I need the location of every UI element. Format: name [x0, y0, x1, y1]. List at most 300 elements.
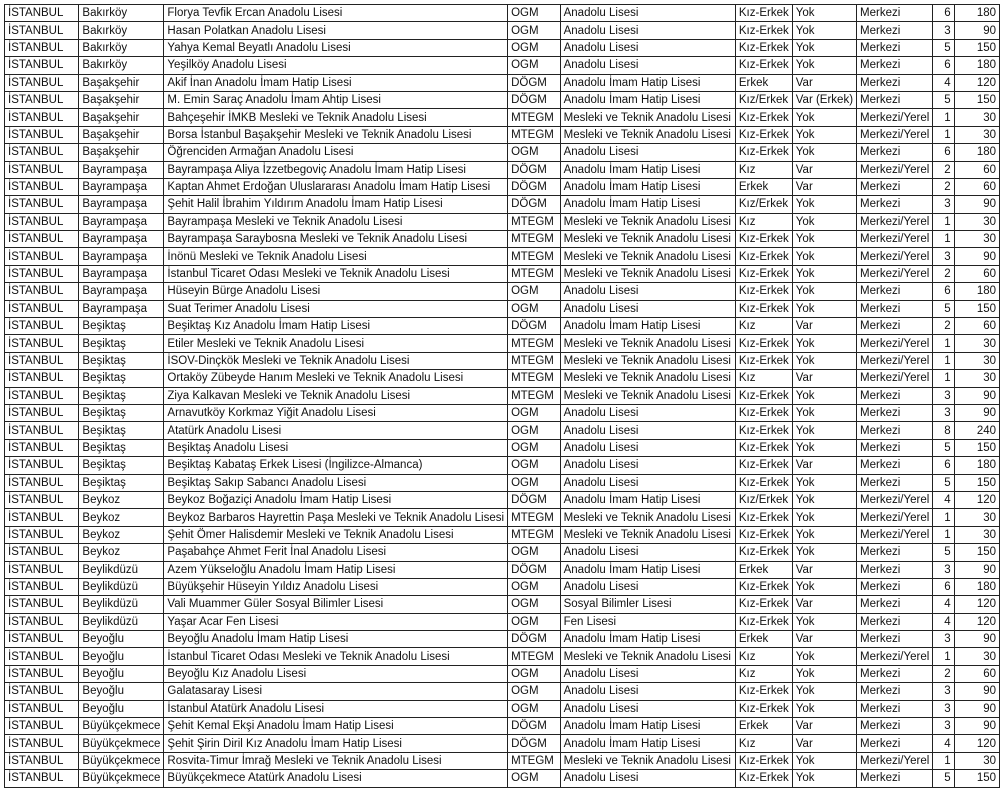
school-name-cell[interactable]: İstanbul Ticaret Odası Mesleki ve Teknik Anadolu Lisesi	[164, 265, 508, 282]
school-name-cell[interactable]: İstanbul Atatürk Anadolu Lisesi	[164, 700, 508, 717]
gender-cell[interactable]: Kız-Erkek	[735, 752, 792, 769]
dormitory-cell[interactable]: Var	[792, 318, 856, 335]
quota-cell[interactable]: 120	[954, 613, 999, 630]
school-name-cell[interactable]: Büyükşehir Hüseyin Yıldız Anadolu Lisesi	[164, 578, 508, 595]
quota-cell[interactable]: 30	[954, 352, 999, 369]
school-name-cell[interactable]: Paşabahçe Ahmet Ferit İnal Anadolu Lisesi	[164, 544, 508, 561]
dormitory-cell[interactable]: Yok	[792, 770, 856, 787]
section-count-cell[interactable]: 1	[933, 109, 954, 126]
dormitory-cell[interactable]: Yok	[792, 387, 856, 404]
district-cell[interactable]: Beşiktaş	[79, 439, 164, 456]
school-name-cell[interactable]: İnönü Mesleki ve Teknik Anadolu Lisesi	[164, 248, 508, 265]
gender-cell[interactable]: Kız-Erkek	[735, 596, 792, 613]
district-cell[interactable]: Beşiktaş	[79, 457, 164, 474]
quota-cell[interactable]: 60	[954, 178, 999, 195]
placement-cell[interactable]: Merkezi/Yerel	[857, 126, 933, 143]
school-name-cell[interactable]: Öğrenciden Armağan Anadolu Lisesi	[164, 144, 508, 161]
placement-cell[interactable]: Merkezi	[857, 474, 933, 491]
district-cell[interactable]: Beylikdüzü	[79, 578, 164, 595]
section-count-cell[interactable]: 3	[933, 700, 954, 717]
province-cell[interactable]: İSTANBUL	[5, 735, 79, 752]
quota-cell[interactable]: 90	[954, 683, 999, 700]
placement-cell[interactable]: Merkezi	[857, 283, 933, 300]
district-cell[interactable]: Beyoğlu	[79, 665, 164, 682]
school-name-cell[interactable]: Şehit Ömer Halisdemir Mesleki ve Teknik Anadolu Lisesi	[164, 526, 508, 543]
school-type-cell[interactable]: Anadolu Lisesi	[560, 474, 735, 491]
placement-cell[interactable]: Merkezi	[857, 422, 933, 439]
school-name-cell[interactable]: Rosvita-Timur İmrağ Mesleki ve Teknik Anadolu Lisesi	[164, 752, 508, 769]
district-cell[interactable]: Beşiktaş	[79, 318, 164, 335]
section-count-cell[interactable]: 5	[933, 439, 954, 456]
directorate-cell[interactable]: MTEGM	[508, 231, 561, 248]
gender-cell[interactable]: Erkek	[735, 178, 792, 195]
directorate-cell[interactable]: OGM	[508, 404, 561, 421]
directorate-cell[interactable]: DÖGM	[508, 196, 561, 213]
school-type-cell[interactable]: Mesleki ve Teknik Anadolu Lisesi	[560, 265, 735, 282]
gender-cell[interactable]: Kız	[735, 318, 792, 335]
dormitory-cell[interactable]: Yok	[792, 683, 856, 700]
province-cell[interactable]: İSTANBUL	[5, 404, 79, 421]
gender-cell[interactable]: Kız-Erkek	[735, 700, 792, 717]
province-cell[interactable]: İSTANBUL	[5, 370, 79, 387]
placement-cell[interactable]: Merkezi	[857, 665, 933, 682]
section-count-cell[interactable]: 5	[933, 544, 954, 561]
quota-cell[interactable]: 30	[954, 213, 999, 230]
section-count-cell[interactable]: 1	[933, 526, 954, 543]
province-cell[interactable]: İSTANBUL	[5, 265, 79, 282]
district-cell[interactable]: Bakırköy	[79, 22, 164, 39]
province-cell[interactable]: İSTANBUL	[5, 474, 79, 491]
school-name-cell[interactable]: Yeşilköy Anadolu Lisesi	[164, 57, 508, 74]
gender-cell[interactable]: Kız-Erkek	[735, 39, 792, 56]
section-count-cell[interactable]: 2	[933, 665, 954, 682]
section-count-cell[interactable]: 1	[933, 752, 954, 769]
directorate-cell[interactable]: OGM	[508, 22, 561, 39]
district-cell[interactable]: Bakırköy	[79, 57, 164, 74]
placement-cell[interactable]: Merkezi/Yerel	[857, 248, 933, 265]
directorate-cell[interactable]: OGM	[508, 700, 561, 717]
quota-cell[interactable]: 180	[954, 5, 999, 22]
gender-cell[interactable]: Kız-Erkek	[735, 335, 792, 352]
gender-cell[interactable]: Kız-Erkek	[735, 22, 792, 39]
school-name-cell[interactable]: Suat Terimer Anadolu Lisesi	[164, 300, 508, 317]
dormitory-cell[interactable]: Yok	[792, 144, 856, 161]
province-cell[interactable]: İSTANBUL	[5, 213, 79, 230]
school-type-cell[interactable]: Anadolu Lisesi	[560, 770, 735, 787]
placement-cell[interactable]: Merkezi	[857, 387, 933, 404]
school-name-cell[interactable]: Yaşar Acar Fen Lisesi	[164, 613, 508, 630]
school-type-cell[interactable]: Anadolu Lisesi	[560, 700, 735, 717]
school-name-cell[interactable]: Arnavutköy Korkmaz Yiğit Anadolu Lisesi	[164, 404, 508, 421]
school-type-cell[interactable]: Anadolu İmam Hatip Lisesi	[560, 735, 735, 752]
dormitory-cell[interactable]: Var	[792, 178, 856, 195]
district-cell[interactable]: Beylikdüzü	[79, 561, 164, 578]
gender-cell[interactable]: Kız	[735, 161, 792, 178]
dormitory-cell[interactable]: Yok	[792, 648, 856, 665]
quota-cell[interactable]: 90	[954, 631, 999, 648]
quota-cell[interactable]: 30	[954, 526, 999, 543]
school-name-cell[interactable]: Bayrampaşa Aliya İzzetbegoviç Anadolu İmam Hatip Lisesi	[164, 161, 508, 178]
province-cell[interactable]: İSTANBUL	[5, 544, 79, 561]
section-count-cell[interactable]: 2	[933, 178, 954, 195]
dormitory-cell[interactable]: Yok	[792, 231, 856, 248]
district-cell[interactable]: Beyoğlu	[79, 700, 164, 717]
gender-cell[interactable]: Kız-Erkek	[735, 509, 792, 526]
school-type-cell[interactable]: Anadolu Lisesi	[560, 544, 735, 561]
province-cell[interactable]: İSTANBUL	[5, 39, 79, 56]
section-count-cell[interactable]: 4	[933, 613, 954, 630]
quota-cell[interactable]: 90	[954, 196, 999, 213]
placement-cell[interactable]: Merkezi	[857, 457, 933, 474]
dormitory-cell[interactable]: Yok	[792, 474, 856, 491]
province-cell[interactable]: İSTANBUL	[5, 335, 79, 352]
quota-cell[interactable]: 150	[954, 770, 999, 787]
district-cell[interactable]: Bayrampaşa	[79, 265, 164, 282]
dormitory-cell[interactable]: Yok	[792, 439, 856, 456]
quota-cell[interactable]: 180	[954, 144, 999, 161]
gender-cell[interactable]: Kız-Erkek	[735, 544, 792, 561]
quota-cell[interactable]: 30	[954, 509, 999, 526]
school-type-cell[interactable]: Anadolu İmam Hatip Lisesi	[560, 491, 735, 508]
section-count-cell[interactable]: 5	[933, 300, 954, 317]
directorate-cell[interactable]: OGM	[508, 457, 561, 474]
dormitory-cell[interactable]: Yok	[792, 352, 856, 369]
placement-cell[interactable]: Merkezi/Yerel	[857, 370, 933, 387]
quota-cell[interactable]: 180	[954, 57, 999, 74]
district-cell[interactable]: Beyoğlu	[79, 648, 164, 665]
district-cell[interactable]: Bayrampaşa	[79, 248, 164, 265]
quota-cell[interactable]: 150	[954, 300, 999, 317]
province-cell[interactable]: İSTANBUL	[5, 439, 79, 456]
directorate-cell[interactable]: MTEGM	[508, 387, 561, 404]
section-count-cell[interactable]: 3	[933, 561, 954, 578]
quota-cell[interactable]: 30	[954, 752, 999, 769]
section-count-cell[interactable]: 4	[933, 74, 954, 91]
district-cell[interactable]: Beykoz	[79, 509, 164, 526]
gender-cell[interactable]: Kız-Erkek	[735, 578, 792, 595]
dormitory-cell[interactable]: Yok	[792, 544, 856, 561]
district-cell[interactable]: Beşiktaş	[79, 352, 164, 369]
school-type-cell[interactable]: Fen Lisesi	[560, 613, 735, 630]
quota-cell[interactable]: 150	[954, 474, 999, 491]
dormitory-cell[interactable]: Var	[792, 74, 856, 91]
gender-cell[interactable]: Kız-Erkek	[735, 404, 792, 421]
dormitory-cell[interactable]: Var	[792, 735, 856, 752]
directorate-cell[interactable]: OGM	[508, 439, 561, 456]
directorate-cell[interactable]: OGM	[508, 544, 561, 561]
placement-cell[interactable]: Merkezi/Yerel	[857, 509, 933, 526]
school-type-cell[interactable]: Sosyal Bilimler Lisesi	[560, 596, 735, 613]
placement-cell[interactable]: Merkezi/Yerel	[857, 335, 933, 352]
school-type-cell[interactable]: Anadolu Lisesi	[560, 404, 735, 421]
section-count-cell[interactable]: 1	[933, 648, 954, 665]
province-cell[interactable]: İSTANBUL	[5, 770, 79, 787]
province-cell[interactable]: İSTANBUL	[5, 248, 79, 265]
gender-cell[interactable]: Kız/Erkek	[735, 91, 792, 108]
section-count-cell[interactable]: 2	[933, 318, 954, 335]
directorate-cell[interactable]: OGM	[508, 144, 561, 161]
school-type-cell[interactable]: Mesleki ve Teknik Anadolu Lisesi	[560, 109, 735, 126]
gender-cell[interactable]: Kız	[735, 213, 792, 230]
school-type-cell[interactable]: Anadolu Lisesi	[560, 422, 735, 439]
directorate-cell[interactable]: OGM	[508, 283, 561, 300]
district-cell[interactable]: Beşiktaş	[79, 387, 164, 404]
section-count-cell[interactable]: 1	[933, 370, 954, 387]
dormitory-cell[interactable]: Yok	[792, 57, 856, 74]
district-cell[interactable]: Başakşehir	[79, 74, 164, 91]
gender-cell[interactable]: Kız	[735, 370, 792, 387]
school-name-cell[interactable]: Borsa İstanbul Başakşehir Mesleki ve Teknik Anadolu Lisesi	[164, 126, 508, 143]
quota-cell[interactable]: 90	[954, 561, 999, 578]
section-count-cell[interactable]: 1	[933, 335, 954, 352]
directorate-cell[interactable]: MTEGM	[508, 335, 561, 352]
section-count-cell[interactable]: 1	[933, 213, 954, 230]
quota-cell[interactable]: 180	[954, 578, 999, 595]
directorate-cell[interactable]: OGM	[508, 578, 561, 595]
section-count-cell[interactable]: 5	[933, 474, 954, 491]
placement-cell[interactable]: Merkezi	[857, 631, 933, 648]
section-count-cell[interactable]: 1	[933, 126, 954, 143]
school-type-cell[interactable]: Mesleki ve Teknik Anadolu Lisesi	[560, 213, 735, 230]
placement-cell[interactable]: Merkezi	[857, 770, 933, 787]
placement-cell[interactable]: Merkezi	[857, 178, 933, 195]
gender-cell[interactable]: Kız	[735, 735, 792, 752]
quota-cell[interactable]: 30	[954, 109, 999, 126]
school-name-cell[interactable]: İSOV-Dinçkök Mesleki ve Teknik Anadolu Lisesi	[164, 352, 508, 369]
district-cell[interactable]: Bayrampaşa	[79, 300, 164, 317]
section-count-cell[interactable]: 5	[933, 770, 954, 787]
school-type-cell[interactable]: Anadolu Lisesi	[560, 39, 735, 56]
province-cell[interactable]: İSTANBUL	[5, 526, 79, 543]
gender-cell[interactable]: Kız-Erkek	[735, 144, 792, 161]
section-count-cell[interactable]: 2	[933, 161, 954, 178]
placement-cell[interactable]: Merkezi	[857, 318, 933, 335]
province-cell[interactable]: İSTANBUL	[5, 648, 79, 665]
placement-cell[interactable]: Merkezi	[857, 39, 933, 56]
province-cell[interactable]: İSTANBUL	[5, 144, 79, 161]
directorate-cell[interactable]: OGM	[508, 665, 561, 682]
province-cell[interactable]: İSTANBUL	[5, 665, 79, 682]
province-cell[interactable]: İSTANBUL	[5, 178, 79, 195]
gender-cell[interactable]: Kız-Erkek	[735, 613, 792, 630]
quota-cell[interactable]: 240	[954, 422, 999, 439]
province-cell[interactable]: İSTANBUL	[5, 683, 79, 700]
quota-cell[interactable]: 150	[954, 439, 999, 456]
placement-cell[interactable]: Merkezi/Yerel	[857, 161, 933, 178]
school-type-cell[interactable]: Anadolu İmam Hatip Lisesi	[560, 318, 735, 335]
placement-cell[interactable]: Merkezi/Yerel	[857, 109, 933, 126]
district-cell[interactable]: Başakşehir	[79, 91, 164, 108]
school-type-cell[interactable]: Anadolu İmam Hatip Lisesi	[560, 561, 735, 578]
province-cell[interactable]: İSTANBUL	[5, 22, 79, 39]
school-name-cell[interactable]: Galatasaray Lisesi	[164, 683, 508, 700]
dormitory-cell[interactable]: Yok	[792, 213, 856, 230]
gender-cell[interactable]: Kız-Erkek	[735, 526, 792, 543]
section-count-cell[interactable]: 3	[933, 683, 954, 700]
directorate-cell[interactable]: DÖGM	[508, 631, 561, 648]
placement-cell[interactable]: Merkezi	[857, 683, 933, 700]
placement-cell[interactable]: Merkezi	[857, 404, 933, 421]
section-count-cell[interactable]: 3	[933, 631, 954, 648]
district-cell[interactable]: Beşiktaş	[79, 422, 164, 439]
quota-cell[interactable]: 150	[954, 91, 999, 108]
placement-cell[interactable]: Merkezi	[857, 91, 933, 108]
school-name-cell[interactable]: Bayrampaşa Mesleki ve Teknik Anadolu Lisesi	[164, 213, 508, 230]
school-name-cell[interactable]: Kaptan Ahmet Erdoğan Uluslararası Anadolu İmam Hatip Lisesi	[164, 178, 508, 195]
placement-cell[interactable]: Merkezi	[857, 74, 933, 91]
dormitory-cell[interactable]: Var	[792, 370, 856, 387]
district-cell[interactable]: Başakşehir	[79, 126, 164, 143]
directorate-cell[interactable]: DÖGM	[508, 161, 561, 178]
section-count-cell[interactable]: 3	[933, 387, 954, 404]
school-type-cell[interactable]: Anadolu İmam Hatip Lisesi	[560, 161, 735, 178]
school-name-cell[interactable]: Akif İnan Anadolu İmam Hatip Lisesi	[164, 74, 508, 91]
district-cell[interactable]: Büyükçekmece	[79, 718, 164, 735]
placement-cell[interactable]: Merkezi/Yerel	[857, 231, 933, 248]
dormitory-cell[interactable]: Yok	[792, 700, 856, 717]
school-name-cell[interactable]: Bahçeşehir İMKB Mesleki ve Teknik Anadolu Lisesi	[164, 109, 508, 126]
district-cell[interactable]: Beykoz	[79, 491, 164, 508]
school-name-cell[interactable]: Yahya Kemal Beyatlı Anadolu Lisesi	[164, 39, 508, 56]
placement-cell[interactable]: Merkezi	[857, 144, 933, 161]
dormitory-cell[interactable]: Yok	[792, 109, 856, 126]
school-type-cell[interactable]: Anadolu Lisesi	[560, 57, 735, 74]
section-count-cell[interactable]: 6	[933, 283, 954, 300]
quota-cell[interactable]: 120	[954, 735, 999, 752]
quota-cell[interactable]: 30	[954, 126, 999, 143]
dormitory-cell[interactable]: Yok	[792, 248, 856, 265]
quota-cell[interactable]: 120	[954, 74, 999, 91]
gender-cell[interactable]: Kız-Erkek	[735, 231, 792, 248]
school-type-cell[interactable]: Anadolu İmam Hatip Lisesi	[560, 74, 735, 91]
placement-cell[interactable]: Merkezi/Yerel	[857, 265, 933, 282]
directorate-cell[interactable]: MTEGM	[508, 509, 561, 526]
district-cell[interactable]: Büyükçekmece	[79, 770, 164, 787]
province-cell[interactable]: İSTANBUL	[5, 57, 79, 74]
province-cell[interactable]: İSTANBUL	[5, 387, 79, 404]
school-type-cell[interactable]: Mesleki ve Teknik Anadolu Lisesi	[560, 526, 735, 543]
school-name-cell[interactable]: Ortaköy Zübeyde Hanım Mesleki ve Teknik Anadolu Lisesi	[164, 370, 508, 387]
directorate-cell[interactable]: DÖGM	[508, 718, 561, 735]
quota-cell[interactable]: 30	[954, 370, 999, 387]
directorate-cell[interactable]: MTEGM	[508, 648, 561, 665]
province-cell[interactable]: İSTANBUL	[5, 613, 79, 630]
quota-cell[interactable]: 60	[954, 265, 999, 282]
directorate-cell[interactable]: OGM	[508, 613, 561, 630]
section-count-cell[interactable]: 3	[933, 196, 954, 213]
section-count-cell[interactable]: 5	[933, 39, 954, 56]
district-cell[interactable]: Beylikdüzü	[79, 596, 164, 613]
district-cell[interactable]: Bayrampaşa	[79, 178, 164, 195]
directorate-cell[interactable]: MTEGM	[508, 126, 561, 143]
placement-cell[interactable]: Merkezi	[857, 561, 933, 578]
quota-cell[interactable]: 30	[954, 335, 999, 352]
directorate-cell[interactable]: MTEGM	[508, 265, 561, 282]
gender-cell[interactable]: Kız-Erkek	[735, 283, 792, 300]
dormitory-cell[interactable]: Yok	[792, 5, 856, 22]
district-cell[interactable]: Büyükçekmece	[79, 752, 164, 769]
directorate-cell[interactable]: MTEGM	[508, 109, 561, 126]
province-cell[interactable]: İSTANBUL	[5, 561, 79, 578]
placement-cell[interactable]: Merkezi	[857, 300, 933, 317]
gender-cell[interactable]: Kız-Erkek	[735, 422, 792, 439]
section-count-cell[interactable]: 6	[933, 578, 954, 595]
quota-cell[interactable]: 180	[954, 457, 999, 474]
quota-cell[interactable]: 150	[954, 544, 999, 561]
province-cell[interactable]: İSTANBUL	[5, 352, 79, 369]
school-type-cell[interactable]: Mesleki ve Teknik Anadolu Lisesi	[560, 126, 735, 143]
quota-cell[interactable]: 90	[954, 404, 999, 421]
gender-cell[interactable]: Kız-Erkek	[735, 439, 792, 456]
placement-cell[interactable]: Merkezi	[857, 22, 933, 39]
placement-cell[interactable]: Merkezi	[857, 5, 933, 22]
gender-cell[interactable]: Kız-Erkek	[735, 457, 792, 474]
placement-cell[interactable]: Merkezi	[857, 718, 933, 735]
dormitory-cell[interactable]: Yok	[792, 335, 856, 352]
section-count-cell[interactable]: 1	[933, 509, 954, 526]
gender-cell[interactable]: Kız-Erkek	[735, 474, 792, 491]
school-type-cell[interactable]: Anadolu İmam Hatip Lisesi	[560, 718, 735, 735]
district-cell[interactable]: Beyoğlu	[79, 631, 164, 648]
placement-cell[interactable]: Merkezi	[857, 596, 933, 613]
gender-cell[interactable]: Kız/Erkek	[735, 491, 792, 508]
province-cell[interactable]: İSTANBUL	[5, 300, 79, 317]
section-count-cell[interactable]: 3	[933, 248, 954, 265]
district-cell[interactable]: Bayrampaşa	[79, 196, 164, 213]
placement-cell[interactable]: Merkezi	[857, 613, 933, 630]
gender-cell[interactable]: Kız-Erkek	[735, 57, 792, 74]
district-cell[interactable]: Başakşehir	[79, 144, 164, 161]
school-type-cell[interactable]: Anadolu İmam Hatip Lisesi	[560, 178, 735, 195]
school-type-cell[interactable]: Anadolu İmam Hatip Lisesi	[560, 196, 735, 213]
province-cell[interactable]: İSTANBUL	[5, 700, 79, 717]
school-name-cell[interactable]: Beşiktaş Anadolu Lisesi	[164, 439, 508, 456]
gender-cell[interactable]: Erkek	[735, 74, 792, 91]
school-type-cell[interactable]: Anadolu Lisesi	[560, 5, 735, 22]
district-cell[interactable]: Beykoz	[79, 544, 164, 561]
gender-cell[interactable]: Kız-Erkek	[735, 352, 792, 369]
directorate-cell[interactable]: OGM	[508, 770, 561, 787]
school-name-cell[interactable]: M. Emin Saraç Anadolu İmam Ahtip Lisesi	[164, 91, 508, 108]
school-name-cell[interactable]: Vali Muammer Güler Sosyal Bilimler Lisesi	[164, 596, 508, 613]
school-type-cell[interactable]: Anadolu Lisesi	[560, 439, 735, 456]
province-cell[interactable]: İSTANBUL	[5, 422, 79, 439]
district-cell[interactable]: Beşiktaş	[79, 404, 164, 421]
gender-cell[interactable]: Kız-Erkek	[735, 109, 792, 126]
directorate-cell[interactable]: OGM	[508, 5, 561, 22]
dormitory-cell[interactable]: Yok	[792, 39, 856, 56]
placement-cell[interactable]: Merkezi	[857, 439, 933, 456]
province-cell[interactable]: İSTANBUL	[5, 596, 79, 613]
gender-cell[interactable]: Kız-Erkek	[735, 126, 792, 143]
gender-cell[interactable]: Erkek	[735, 718, 792, 735]
directorate-cell[interactable]: DÖGM	[508, 74, 561, 91]
school-type-cell[interactable]: Anadolu Lisesi	[560, 683, 735, 700]
directorate-cell[interactable]: OGM	[508, 39, 561, 56]
dormitory-cell[interactable]: Yok	[792, 752, 856, 769]
school-name-cell[interactable]: Beşiktaş Kabataş Erkek Lisesi (İngilizce-Almanca)	[164, 457, 508, 474]
school-type-cell[interactable]: Mesleki ve Teknik Anadolu Lisesi	[560, 370, 735, 387]
gender-cell[interactable]: Kız-Erkek	[735, 265, 792, 282]
quota-cell[interactable]: 90	[954, 248, 999, 265]
district-cell[interactable]: Bayrampaşa	[79, 283, 164, 300]
directorate-cell[interactable]: OGM	[508, 474, 561, 491]
district-cell[interactable]: Beşiktaş	[79, 474, 164, 491]
section-count-cell[interactable]: 6	[933, 144, 954, 161]
province-cell[interactable]: İSTANBUL	[5, 126, 79, 143]
quota-cell[interactable]: 90	[954, 22, 999, 39]
dormitory-cell[interactable]: Yok	[792, 509, 856, 526]
